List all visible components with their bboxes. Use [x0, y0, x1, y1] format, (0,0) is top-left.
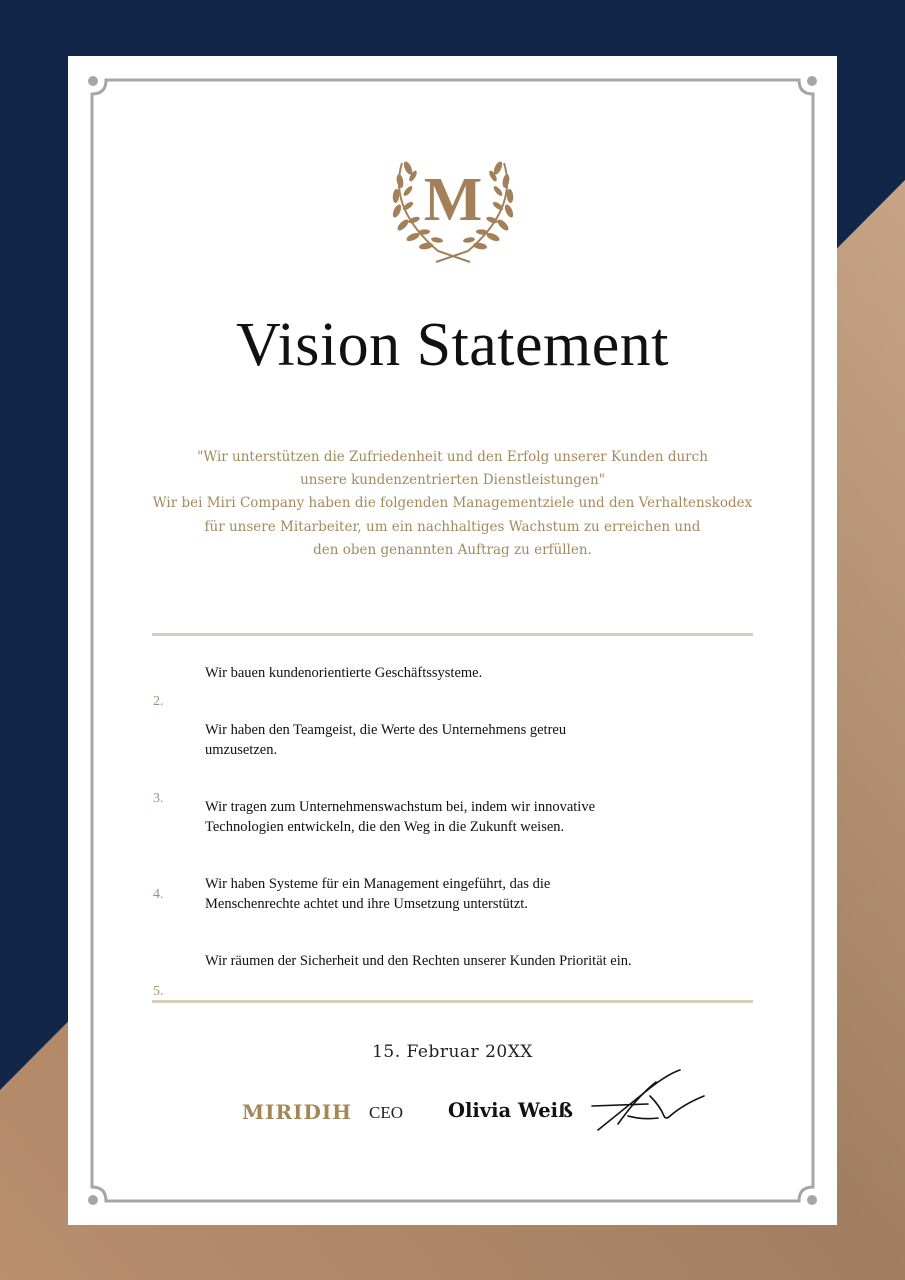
list-number: 4. — [153, 887, 164, 902]
intro-line: Wir bei Miri Company haben die folgenden Managementziele und den Verhaltenskodex — [152, 495, 753, 512]
signature-mark — [588, 1066, 710, 1136]
list-item-1 — [205, 664, 675, 684]
list-item-5 — [205, 952, 675, 972]
intro-line: für unsere Mitarbeiter, um ein nachhaltiges Wachstum zu erreichen und — [204, 518, 701, 535]
list-item-2 — [205, 721, 675, 760]
list-item-text: Wir haben Systeme für ein Management eingeführt, das die — [205, 876, 551, 892]
company-name: MIRIDIH — [242, 1100, 353, 1124]
intro-line: "Wir unterstützen die Zufriedenheit und den Erfolg unserer Kunden durch — [197, 449, 708, 465]
list-number: 3. — [153, 791, 164, 806]
intro-line: unsere kundenzentrierten Dienstleistungen" — [300, 472, 605, 489]
intro-paragraph — [120, 446, 785, 562]
list-number: 5. — [153, 984, 164, 999]
list-item-text: Technologien entwickeln, die den Weg in die Zukunft weisen. — [205, 818, 565, 835]
page-title: Vision Statement — [235, 311, 670, 379]
intro-line: den oben genannten Auftrag zu erfüllen. — [313, 541, 592, 558]
list-item-text: Wir bauen kundenorientierte Geschäftssysteme. — [205, 665, 483, 681]
top-divider — [152, 633, 753, 636]
signer-role: CEO — [369, 1103, 403, 1122]
list-item-text: Wir räumen der Sicherheit und den Rechten unserer Kunden Priorität ein. — [205, 953, 632, 969]
list-item-3 — [205, 798, 675, 837]
logo-letter: M — [423, 166, 483, 234]
list-item-text: Wir haben den Teamgeist, die Werte des Unternehmens getreu — [205, 722, 567, 738]
date-text: 15. Februar 20XX — [372, 1042, 533, 1062]
list-item-text: Menschenrechte achtet und ihre Umsetzung unterstützt. — [205, 895, 528, 912]
list-number: 2. — [153, 694, 164, 709]
list-item-text: umzusetzen. — [205, 741, 278, 758]
list-item-4 — [205, 875, 675, 914]
signer-name: Olivia Weiß — [448, 1099, 573, 1122]
list-item-text: Wir tragen zum Unternehmenswachstum bei, indem wir innovative — [205, 799, 595, 815]
bottom-divider — [152, 1000, 753, 1003]
laurel-wreath-icon — [388, 148, 518, 266]
